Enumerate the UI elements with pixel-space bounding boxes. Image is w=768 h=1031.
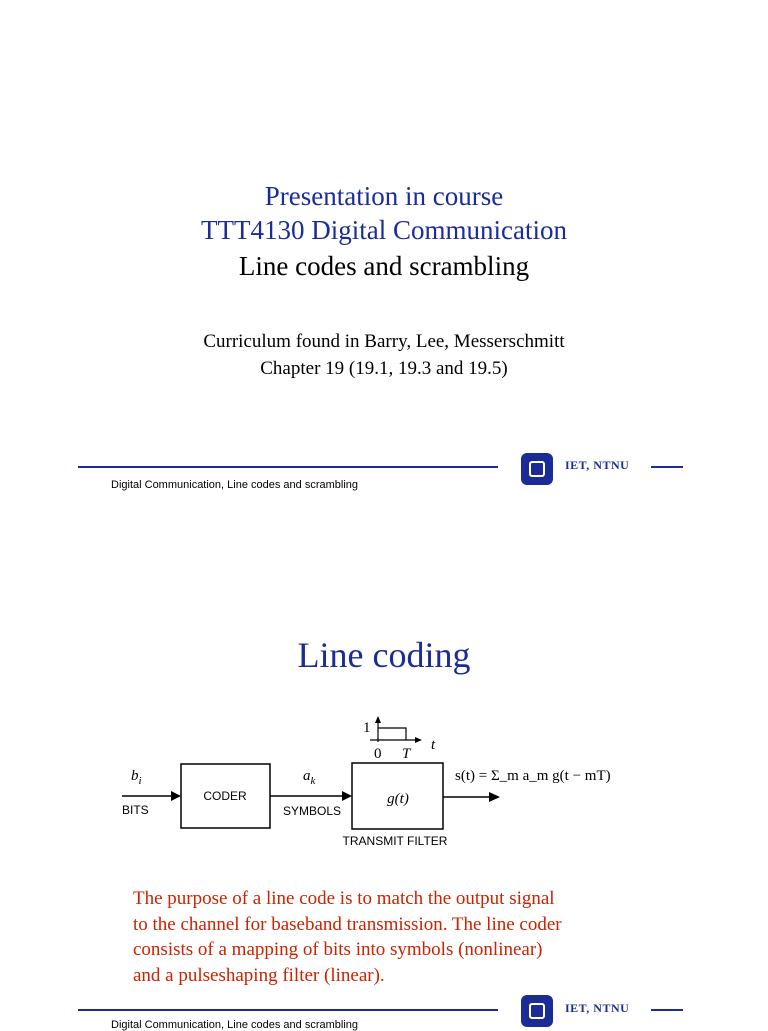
slide1-title-line3: Line codes and scrambling: [238, 251, 530, 281]
slide2-description: [133, 886, 693, 988]
pulse-t-label: t: [431, 737, 436, 753]
description-line: consists of a mapping of bits into symbols (nonlinear): [133, 939, 543, 960]
description-line: The purpose of a line code is to match the output signal: [133, 888, 555, 909]
description-line: to the channel for baseband transmission. The line coder: [133, 913, 562, 935]
pulse-time-arrowhead-icon: [415, 737, 422, 743]
pulse-T-label: T: [402, 746, 411, 762]
slide1-footer-text: Digital Communication, Line codes and scrambling: [111, 479, 359, 491]
input-symbol-bi: $b_i$: [131, 768, 142, 787]
pulse-amplitude-label: 1: [363, 720, 371, 736]
slide1-footer-rule-right: [651, 466, 683, 468]
description-line: and a pulseshaping filter (linear).: [133, 964, 385, 986]
slide1-footer-rule-left: [78, 466, 498, 468]
pulse-axis-arrowhead-icon: [375, 716, 381, 723]
transmit-filter-gt: g(t): [387, 791, 409, 807]
slide1-title-line1: Presentation in course: [264, 181, 504, 211]
coder-label: CODER: [203, 789, 247, 803]
mid-arrowhead-icon: [342, 791, 352, 801]
transmit-filter-caption: TRANSMIT FILTER: [342, 834, 448, 848]
pulse-shape: [378, 728, 406, 740]
pulse-zero-label: 0: [374, 746, 382, 762]
slide2-title: Line coding: [297, 635, 471, 675]
slide2-footer-org: IET, NTNU: [565, 1001, 630, 1015]
slide1-curriculum-line2: Chapter 19 (19.1, 19.3 and 19.5): [260, 358, 508, 379]
output-arrowhead-icon: [489, 792, 500, 802]
ntnu-logo-icon: [521, 995, 553, 1027]
mid-symbols-label: SYMBOLS: [283, 804, 342, 818]
input-bits-label: BITS: [122, 803, 149, 817]
mid-symbol-ak: $a_k$: [303, 768, 316, 787]
line-coder-block-diagram: [0, 700, 768, 860]
slide1-footer-org: IET, NTNU: [565, 458, 630, 472]
ntnu-logo-icon: [521, 453, 553, 485]
slide1-curriculum-line1: Curriculum found in Barry, Lee, Messerschmitt: [203, 331, 565, 352]
slide2-footer-text: Digital Communication, Line codes and scrambling: [111, 1019, 359, 1031]
output-formula: s(t) = Σ_m a_m g(t − mT): [455, 768, 611, 784]
slide2-footer-rule-left: [78, 1009, 498, 1011]
slide1-title-line2: TTT4130 Digital Communication: [201, 215, 567, 245]
slide2-footer-rule-right: [651, 1009, 683, 1011]
input-arrowhead-icon: [171, 791, 181, 801]
